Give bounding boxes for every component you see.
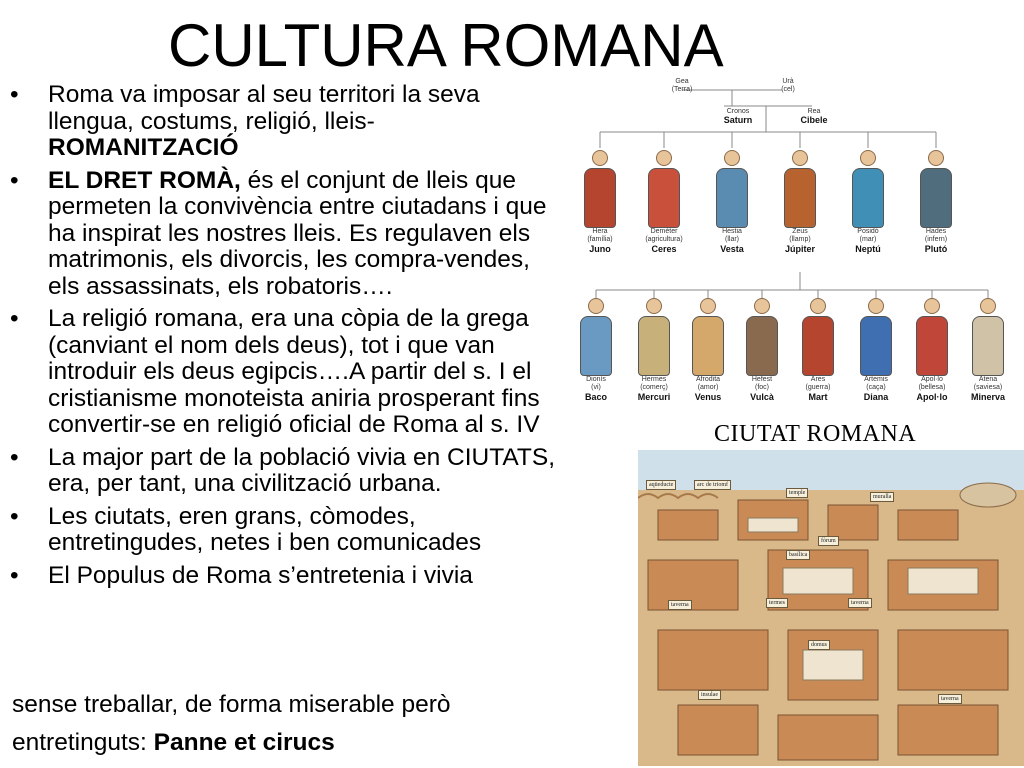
god-role: (llamp) [789,236,811,243]
bullet-item [8,168,568,301]
god-statue [713,150,751,228]
god-statue [635,298,673,376]
greek-name: Posidó [857,228,879,235]
god-statue [689,298,727,376]
statue-body [920,168,952,228]
god-role: (família) [587,236,613,243]
statue-body [916,316,948,376]
roman-name: Mart [808,392,828,402]
god-cronos [708,108,768,124]
god-role: (vi) [591,384,601,391]
god-rea [784,108,844,124]
god-statue [743,298,781,376]
bullet-item [8,82,568,162]
roman-name: Juno [589,244,611,254]
bullet-item [8,306,568,439]
god-figure [794,298,842,402]
greek-name: Cronos [726,108,750,115]
roman-name: Plutó [924,244,948,254]
god-role: (foc) [755,384,769,391]
greek-name: Dionís [586,376,606,383]
greek-name: Hestia [722,228,742,235]
page-title: CULTURA ROMANA [168,12,724,79]
statue-body [802,316,834,376]
statue-body [648,168,680,228]
city-label: muralla [870,492,894,502]
god-ura [758,78,818,94]
greek-name: Zeus [792,228,808,235]
god-role: (infern) [924,236,948,243]
god-figure [576,150,624,254]
god-figure [852,298,900,402]
statue-head [754,298,770,314]
god-figure [776,150,824,254]
god-statue [917,150,955,228]
god-figure [844,150,892,254]
bullet-marker: • [10,166,19,194]
god-statue [581,150,619,228]
bullet-marker: • [10,443,19,471]
roman-name: Saturn [723,115,753,125]
god-figure [964,298,1012,402]
god-figure [684,298,732,402]
roman-name: Cibele [800,115,828,125]
god-figure [630,298,678,402]
statue-body [852,168,884,228]
statue-body [692,316,724,376]
god-figure [912,150,960,254]
bullet-text: Roma va imposar al seu territori la seva llengua, costums, religió, lleis- [48,81,480,135]
city-label: insulae [698,690,721,700]
roman-name: Vesta [720,244,744,254]
city-label: taverna [848,598,872,608]
bullet-text: és el conjunt de lleis que permeten la convivència entre ciutadans i que ha inspirat les nostres lleis. Es regulaven els matrimonis, els divorcis, les compra-vendes, els assassinats, els robatoris…. [48,166,547,300]
greek-name: Afrodita [695,376,721,383]
city-label: domus [808,640,830,650]
god-role: (saviesa) [973,384,1003,391]
bullet-text: Les ciutats, eren grans, còmodes, entretingudes, netes i ben comunicades [48,502,482,556]
statue-body [580,316,612,376]
bullet-text: La major part de la població vivia en CIUTATS, era, per tant, una civilització urbana. [48,443,556,497]
roman-name: Mercuri [637,392,671,402]
bullet-item [8,504,568,557]
god-statue [781,150,819,228]
bullet-text: El Populus de Roma s’entretenia i vivia [48,561,473,589]
roman-name: Neptú [855,244,881,254]
bullet-item [8,445,568,498]
tail-line-1: sense treballar, de forma miserable però [12,691,451,718]
greek-name: Apol·lo [921,376,943,383]
god-role: (mar) [859,236,877,243]
city-label: arc de triomf [694,480,731,490]
bullet-bold: ROMANITZACIÓ [48,134,239,161]
greek-name: Ares [810,376,826,383]
god-statue [645,150,683,228]
god-role: (amor) [697,384,719,391]
god-figure [908,298,956,402]
god-figure [640,150,688,254]
god-statue [799,298,837,376]
city-illustration [638,450,1024,766]
statue-head [924,298,940,314]
tail-text: entretinguts: [12,729,154,756]
city-label: termes [766,598,788,608]
statue-head [860,150,876,166]
city-title: CIUTAT ROMANA [714,421,917,447]
statue-head [656,150,672,166]
greek-name: Hera [592,228,608,235]
city-label: basílica [786,550,810,560]
greek-name: Urà [782,78,794,85]
statue-head [646,298,662,314]
greek-name: Demèter [650,228,678,235]
statue-body [584,168,616,228]
city-label: taverna [668,600,692,610]
bullet-bold: EL DRET ROMÀ, [48,166,241,194]
statue-head [980,298,996,314]
god-statue [849,150,887,228]
god-role: (bellesa) [918,384,946,391]
tail-line-2 [12,730,572,757]
god-statue [857,298,895,376]
god-figure [738,298,786,402]
statue-head [792,150,808,166]
city-label: taverna [938,694,962,704]
god-statue [969,298,1007,376]
greek-name: Atena [978,376,998,383]
greek-name: Rea [807,108,821,115]
roman-name: Ceres [651,244,677,254]
pantheon-tree [566,76,1022,406]
greek-name: Gea [675,78,689,85]
statue-head [700,298,716,314]
bullet-marker: • [10,81,19,108]
roman-name: Apol·lo [916,392,948,402]
roman-name: Júpiter [784,244,815,254]
bullet-marker: • [10,502,19,530]
roman-name: Venus [694,392,722,402]
god-figure [708,150,756,254]
statue-head [588,298,604,314]
god-figure [572,298,620,402]
statue-head [868,298,884,314]
bullet-item [8,563,568,590]
god-gea [652,78,712,94]
city-label: aqüeducte [646,480,676,490]
bullet-marker: • [10,305,19,332]
statue-head [810,298,826,314]
statue-body [972,316,1004,376]
roman-name: Vulcà [750,392,774,402]
god-role: (cel) [781,86,795,93]
bullet-list [8,82,568,595]
god-role: (llar) [725,236,739,243]
statue-body [638,316,670,376]
god-role: (caça) [866,384,886,391]
statue-head [592,150,608,166]
god-statue [913,298,951,376]
roman-name: Baco [584,392,607,402]
god-role: (Terra) [671,86,693,93]
tail-bold: Panne et cirucs [153,729,335,756]
city-label: temple [786,488,808,498]
statue-body [784,168,816,228]
roman-name: Minerva [970,392,1005,402]
greek-name: Àrtemis [864,376,888,383]
god-role: (agricultura) [645,236,683,243]
god-role: (comerç) [640,384,668,391]
city-drawing [638,450,1024,766]
greek-name: Hades [925,228,947,235]
city-label: fòrum [818,536,839,546]
statue-body [716,168,748,228]
bullet-text: La religió romana, era una còpia de la grega (canviant el nom dels deus), tot i que van introduir els deus egipcis….A partir del s. I el cristianisme monoteista aniria prosperant fins convertir-se en religió oficial de Roma al s. IV [48,305,540,438]
god-statue [577,298,615,376]
bullet-marker: • [10,561,19,589]
god-role: (guerra) [805,384,831,391]
greek-name: Hermes [641,376,667,383]
roman-name: Diana [863,392,889,402]
statue-head [724,150,740,166]
statue-head [928,150,944,166]
greek-name: Hefest [751,376,773,383]
statue-body [860,316,892,376]
statue-body [746,316,778,376]
